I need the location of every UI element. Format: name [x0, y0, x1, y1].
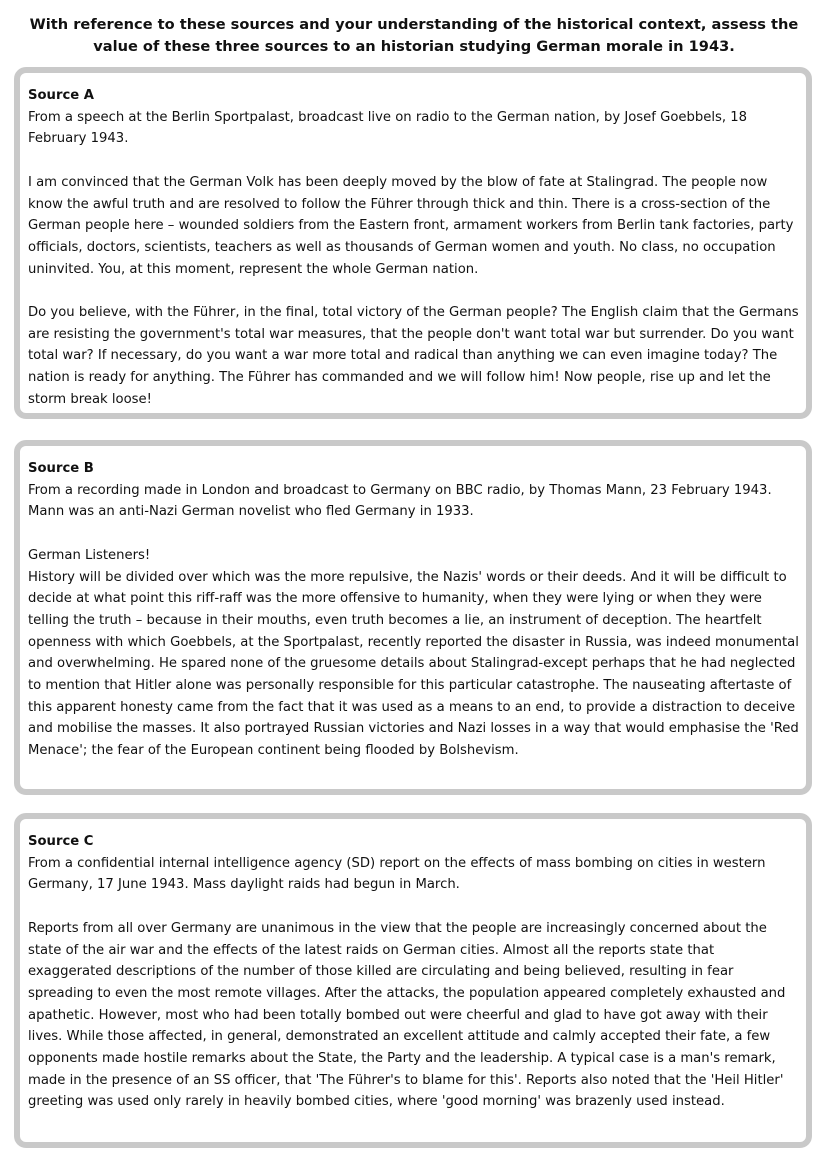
source-a-paragraph: I am convinced that the German Volk has been deeply moved by the blow of fate at Stalingrad. The people now know the awful truth and are resolved to follow the Führer through thick and thin. There is a cross-section of the German people here – wounded soldiers from the Eastern front, armament workers from Berlin tank factories, party officials, doctors, scientists, teachers as well as thousands of German women and youth. No class, no occupation uninvited. You, at this moment, represent the whole German nation.: [28, 174, 794, 277]
source-b-paragraph: History will be divided over which was the more repulsive, the Nazis' words or their deeds. And it will be difficult to decide at what point this riff-raff was the more offensive to humanity, when they were lying or when they were telling the truth – because in their mouths, even truth becomes a lie, an instrument of deception. The heartfelt openness with which Goebbels, at the Sportpalast, recently reported the disaster in Russia, was indeed monumental and overwhelming. He spared none of the gruesome details about Stalingrad-except perhaps that he had neglected to mention that Hitler alone was personally responsible for this particular catastrophe. The nauseating aftertaste of this apparent honesty came from the fact that it was used as a means to an end, to provide a distraction to deceive and mobilise the masses. It also portrayed Russian victories and Nazi losses in a way that would emphasise the 'Red Menace'; the fear of the European continent being flooded by Bolshevism.: [28, 569, 799, 759]
source-b-title: Source B: [28, 461, 94, 476]
source-b-card: [14, 440, 812, 795]
source-a-paragraph: Do you believe, with the Führer, in the final, total victory of the German people? The English claim that the Germans are resisting the government's total war measures, that the people don't want total war but surrender. Do you want total war? If necessary, do you want a war more total and radical than anything we can even imagine today? The nation is ready for anything. The Führer has commanded and we will follow him! Now people, rise up and let the storm break loose!: [28, 305, 799, 407]
source-a-card: [14, 67, 812, 419]
source-c-title: Source C: [28, 834, 94, 849]
source-a-provenance: From a speech at the Berlin Sportpalast, broadcast live on radio to the German nation, by Josef Goebbels, 18 February 1943.: [28, 109, 748, 147]
source-a-body: [28, 172, 802, 411]
source-b-body: [28, 567, 802, 762]
source-a-title: Source A: [28, 88, 95, 103]
source-c-provenance: From a confidential internal intelligence agency (SD) report on the effects of mass bombing on cities in western Germany, 17 June 1943. Mass daylight raids had begun in March.: [28, 855, 766, 893]
source-c-body: [28, 918, 802, 1113]
source-c-paragraph: Reports from all over Germany are unanimous in the view that the people are increasingly concerned about the state of the air war and the effects of the latest raids on German cities. Almost all the reports state that exaggerated descriptions of the number of those killed are circulating and being believed, resulting in fear spreading to even the most remote villages. After the attacks, the population appeared completely exhausted and apathetic. However, most who had been totally bombed out were cheerful and glad to have got away with their lives. While those affected, in general, demonstrated an excellent attitude and calmly accepted their fate, a few opponents made hostile remarks about the State, the Party and the leadership. A typical case is a man's remark, made in the presence of an SS officer, that 'The Führer's to blame for this'. Reports also noted that the 'Heil Hitler' greeting was used only rarely in heavily bombed cities, where 'good morning' was brazenly used instead.: [28, 920, 786, 1110]
question-prompt: With reference to these sources and your understanding of the historical context, assess the value of these three sources to an historian studying German morale in 1943.: [29, 16, 799, 55]
source-c-card: [14, 813, 812, 1148]
source-b-salutation: German Listeners!: [28, 547, 151, 563]
source-b-provenance: From a recording made in London and broadcast to Germany on BBC radio, by Thomas Mann, 23 February 1943. Mann was an anti-Nazi German novelist who fled Germany in 1933.: [28, 482, 772, 520]
